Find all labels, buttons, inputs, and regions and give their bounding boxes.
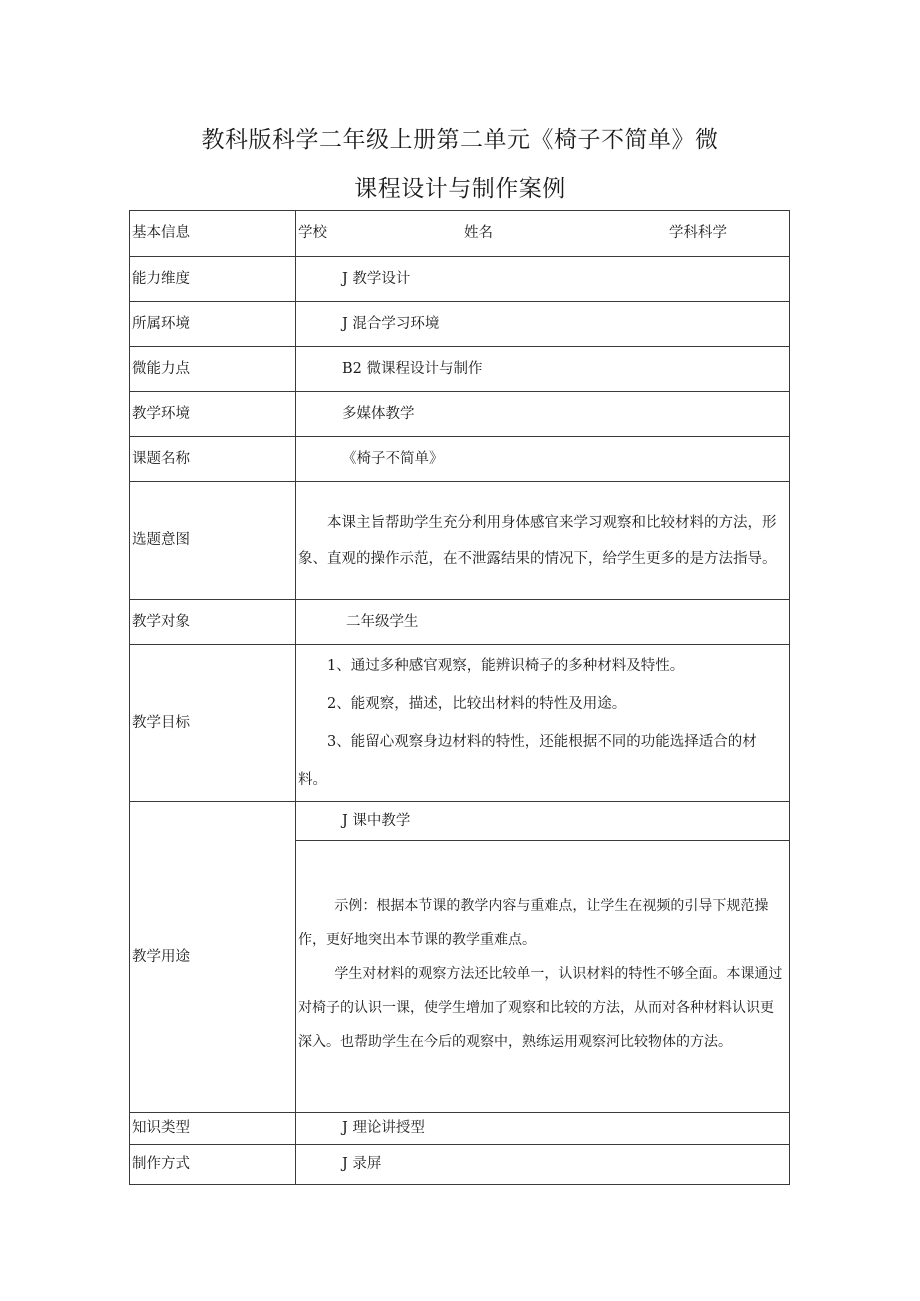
table-row-ability — [130, 257, 790, 302]
label-teaching-env: 教学环境 — [130, 392, 296, 437]
document-title-line-1: 教科版科学二年级上册第二单元《椅子不简单》微 — [201, 127, 719, 153]
usage-paragraph-1: 示例：根据本节课的教学内容与重难点，让学生在视频的引导下规范操作，更好地突出本节课的教学重难点。 — [298, 898, 769, 948]
label-intent: 选题意图 — [130, 482, 296, 600]
table-row-audience — [130, 600, 790, 645]
table-row-topic — [130, 437, 790, 482]
table-row-intent — [130, 482, 790, 600]
course-design-table — [129, 210, 790, 1185]
label-production: 制作方式 — [130, 1145, 296, 1185]
label-audience: 教学对象 — [130, 600, 296, 645]
table-row-environment — [130, 302, 790, 347]
table-row-goals — [130, 645, 790, 802]
goal-item-1: 1、通过多种感官观察，能辨识椅子的多种材料及特性。 — [327, 658, 685, 674]
value-audience: 二年级学生 — [346, 613, 419, 630]
label-micro-ability: 微能力点 — [130, 347, 296, 392]
label-usage: 教学用途 — [130, 802, 296, 1113]
label-basic-info: 基本信息 — [130, 211, 296, 257]
label-ability: 能力维度 — [130, 257, 296, 302]
value-intent: 本课主旨帮助学生充分利用身体感官来学习观察和比较材料的方法，形象、直观的操作示范，在不泄露结果的情况下，给学生更多的是方法指导。 — [298, 514, 777, 567]
goal-item-3: 3、能留心观察身边材料的特性，还能根据不同的功能选择适合的材料。 — [298, 734, 757, 788]
value-knowledge: J 理论讲授型 — [342, 1120, 425, 1137]
name-field: 姓名 — [464, 225, 493, 242]
label-knowledge: 知识类型 — [130, 1113, 296, 1145]
subject-field: 学科科学 — [669, 225, 727, 242]
table-row-teaching-env — [130, 392, 790, 437]
table-row-usage — [130, 802, 790, 1113]
document-title-line-2: 课程设计与制作案例 — [354, 176, 566, 202]
goal-item-2: 2、能观察，描述，比较出材料的特性及用途。 — [327, 696, 627, 712]
table-row-production — [130, 1145, 790, 1185]
table-row-knowledge — [130, 1113, 790, 1145]
usage-paragraph-2: 学生对材料的观察方法还比较单一，认识材料的特性不够全面。本课通过对椅子的认识一课，使学生增加了观察和比较的方法，从而对各种材料认识更深入。也帮助学生在今后的观察中，熟练运用观察河比较物体的方法。 — [298, 966, 783, 1050]
value-topic: 《椅子不简单》 — [342, 450, 444, 467]
label-environment: 所属环境 — [130, 302, 296, 347]
label-topic: 课题名称 — [130, 437, 296, 482]
value-ability: J 教学设计 — [342, 270, 411, 287]
value-micro-ability: B2 微课程设计与制作 — [342, 360, 483, 377]
value-teaching-env: 多媒体教学 — [342, 405, 415, 422]
table-row-micro-ability — [130, 347, 790, 392]
table-row-basic-info — [130, 211, 790, 257]
label-goals: 教学目标 — [130, 645, 296, 802]
value-production: J 录屏 — [342, 1156, 382, 1173]
value-usage-type: J 课中教学 — [342, 813, 411, 829]
value-basic-info — [296, 211, 790, 257]
value-environment: J 混合学习环境 — [342, 315, 440, 332]
school-field: 学校 — [298, 225, 327, 242]
